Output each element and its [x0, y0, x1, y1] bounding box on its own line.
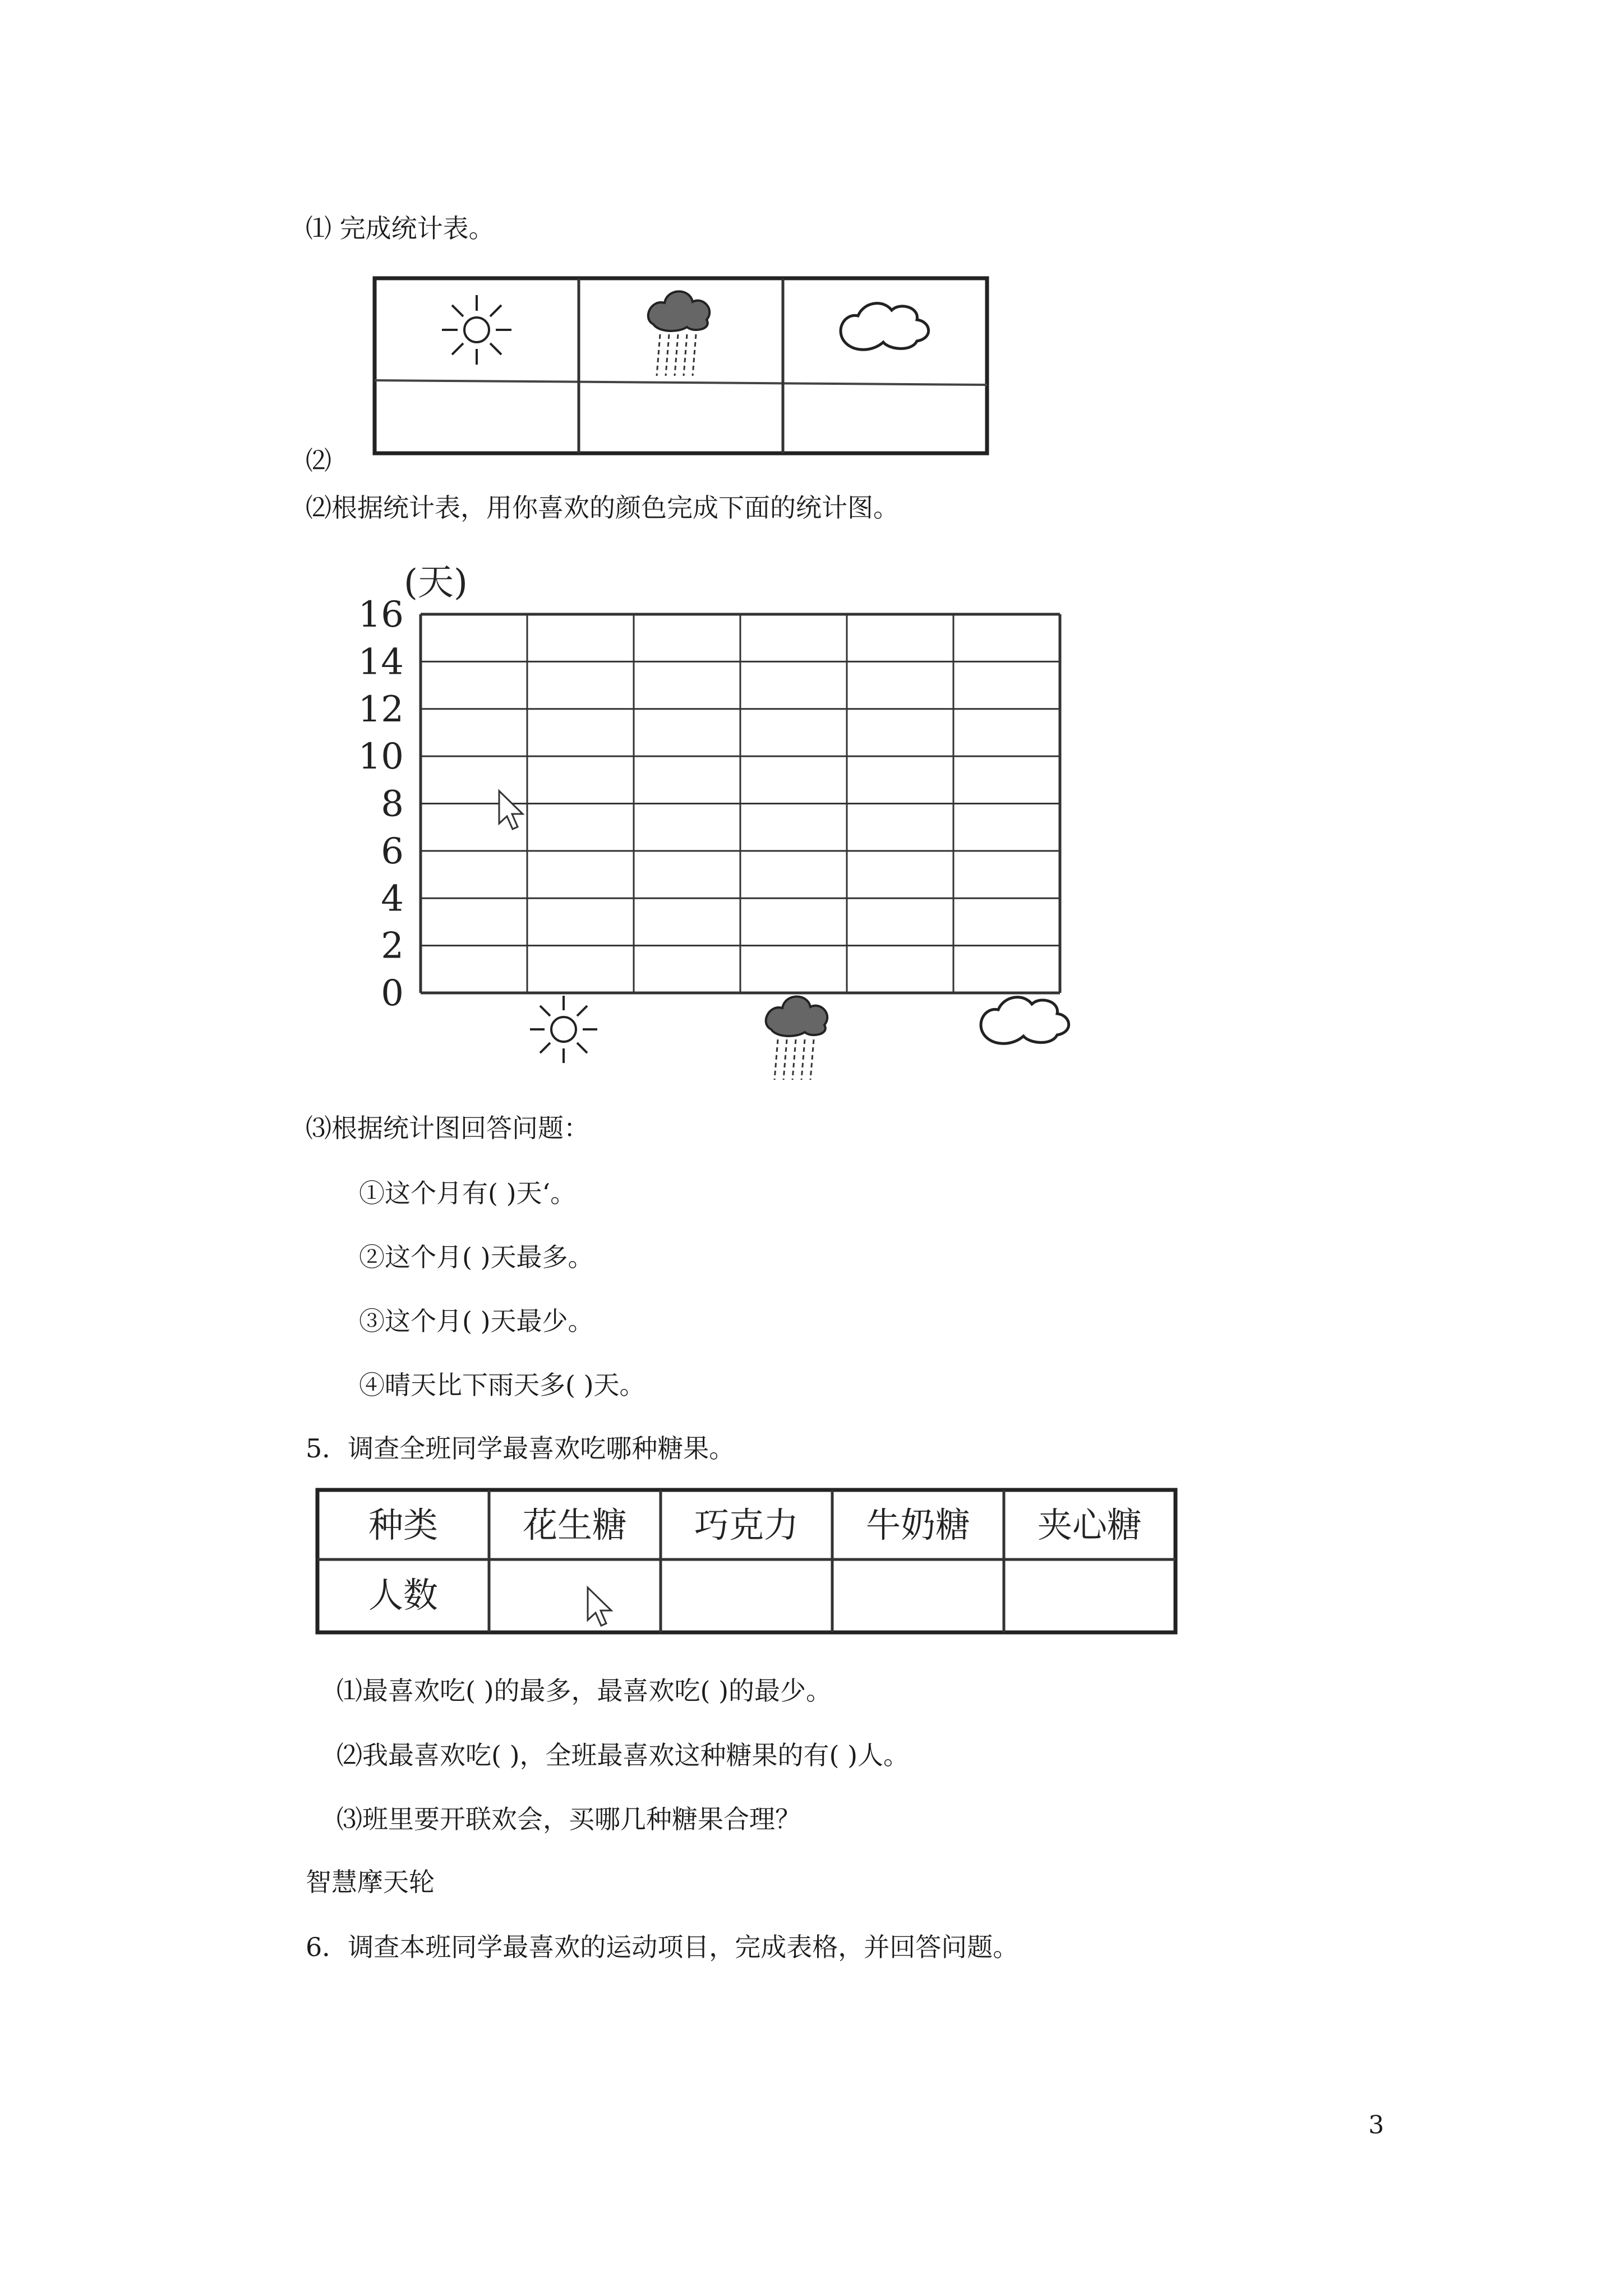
weather-stat-table [370, 274, 993, 459]
y-tick-label: 14 [358, 641, 404, 683]
chart-y-ticks [358, 594, 404, 1014]
q4-question-1: ①这个月有( )天‘。 [359, 1178, 577, 1208]
candy-header-peanut: 花生糖 [522, 1504, 628, 1545]
q5-question-2: ⑵我最喜欢吃( )，全班最喜欢这种糖果的有( )人。 [336, 1740, 910, 1770]
cloud-icon [841, 303, 929, 350]
mouse-cursor-icon [499, 791, 523, 829]
candy-header-type: 种类 [368, 1504, 439, 1545]
y-tick-label: 2 [381, 925, 404, 967]
weather-bar-chart [336, 550, 1094, 1083]
section-title: 智慧摩天轮 [306, 1867, 435, 1897]
y-tick-label: 6 [381, 830, 404, 872]
candy-header-filled: 夹心糖 [1037, 1504, 1142, 1545]
candy-survey-table [314, 1487, 1189, 1644]
q5-question-3: ⑶班里要开联欢会，买哪几种糖果合理？ [336, 1804, 801, 1834]
q4-part2: ⑵根据统计表，用你喜欢的颜色完成下面的统计图。 [306, 493, 899, 523]
chart-unit-label: (天) [404, 562, 468, 604]
q6-title: 6．调查本班同学最喜欢的运动项目，完成表格，并回答问题。 [306, 1932, 1019, 1962]
chart-x-icons [530, 996, 1069, 1080]
q4-question-4: ④晴天比下雨天多( )天。 [359, 1370, 645, 1400]
q4-question-3: ③这个月( )天最少。 [359, 1306, 594, 1336]
candy-row-label: 人数 [368, 1575, 439, 1616]
candy-header-chocolate: 巧克力 [694, 1504, 799, 1545]
q4-part1: ⑴ 完成统计表。 [306, 213, 495, 243]
sun-icon [442, 295, 511, 365]
page-number: 3 [1368, 2111, 1384, 2139]
y-tick-label: 16 [358, 594, 404, 636]
y-tick-label: 12 [358, 688, 404, 730]
q4-part3: ⑶根据统计图回答问题： [306, 1113, 589, 1143]
q5-question-1: ⑴最喜欢吃( )的最多，最喜欢吃( )的最少。 [336, 1676, 832, 1706]
q5-title: 5．调查全班同学最喜欢吃哪种糖果。 [306, 1433, 735, 1464]
y-tick-label: 8 [381, 783, 404, 825]
y-tick-label: 0 [381, 973, 404, 1014]
x-tick-cloud-icon [981, 997, 1069, 1044]
chart-grid [421, 614, 1060, 993]
mouse-cursor-icon [588, 1588, 611, 1626]
q4-question-2: ②这个月( )天最多。 [359, 1242, 594, 1272]
x-tick-rain-icon [766, 996, 828, 1080]
y-tick-label: 10 [358, 736, 404, 778]
x-tick-sun-icon [530, 996, 597, 1063]
candy-header-milk: 牛奶糖 [865, 1504, 971, 1545]
q4-stray-mark: ⑵ [306, 445, 331, 476]
rain-icon [648, 291, 710, 376]
y-tick-label: 4 [381, 878, 404, 920]
